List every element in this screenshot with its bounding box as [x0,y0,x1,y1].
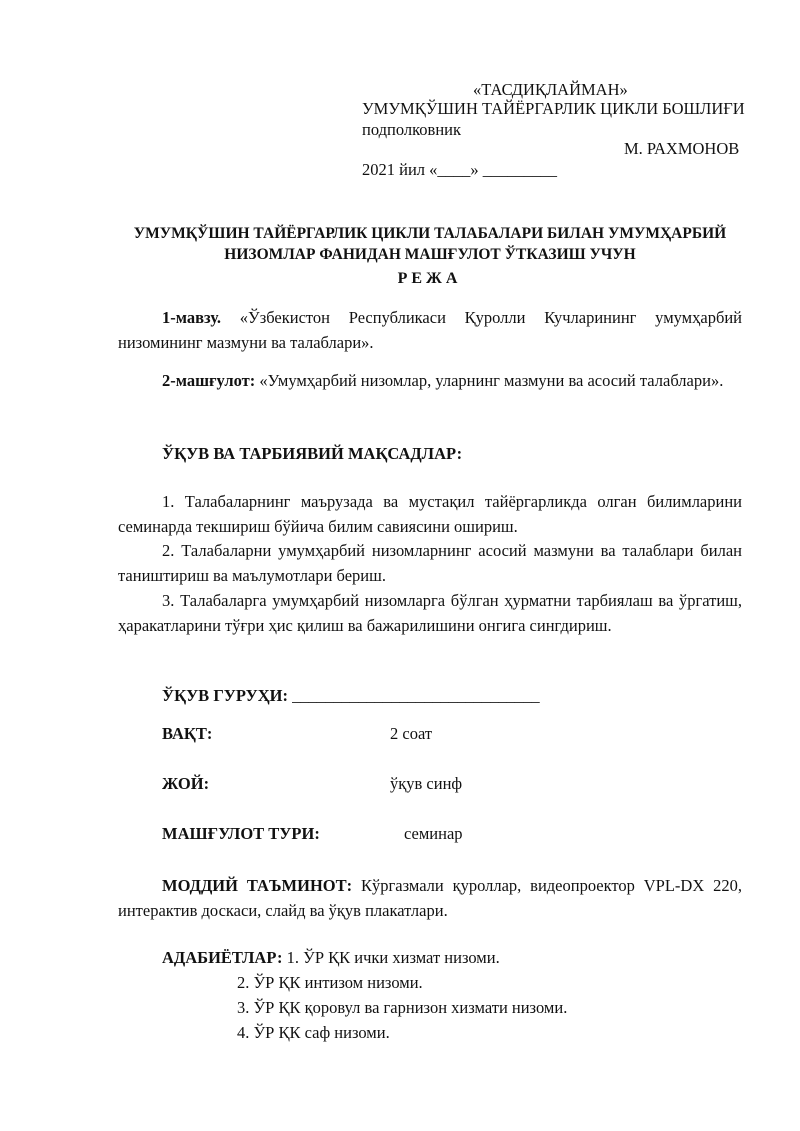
goal-item-1: 1. Талабаларнинг маърузада ва мустақил тайёргарликда олган билимларини семинарда текшириш бўйича билим савиясини ошириш. [118,492,742,536]
material-text: Кўргазмали қуроллар, видеопроектор VPL-DX 220, интерактив доскаси, слайд ва ўқув плакатлари. [118,876,742,920]
approval-name: М. РАХМОНОВ [624,139,740,158]
approval-date: 2021 йил «____» _________ [362,160,558,179]
title-line-2: НИЗОМЛАР ФАНИДАН МАШҒУЛОТ ЎТКАЗИШ УЧУН [224,246,636,263]
material-paragraph [118,873,742,923]
goals-heading: ЎҚУВ ВА ТАРБИЯВИЙ МАҚСАДЛАР: [162,444,463,463]
goal-item-2: 2. Талабаларни умумҳарбий низомларнинг асосий мазмуни ва талаблари билан таништириш ва маълумотлари бериш. [118,541,742,585]
topic-label: 1-мавзу. [162,308,222,327]
time-label: ВАҚТ: [162,724,213,743]
title-line-1: УМУМҚЎШИН ТАЙЁРГАРЛИК ЦИКЛИ ТАЛАБАЛАРИ БИЛАН УМУМҲАРБИЙ [133,225,727,242]
literature-item-2: 2. ЎР ҚК интизом низоми. [237,973,423,992]
literature-item-3: 3. ЎР ҚК қоровул ва гарнизон хизмати низоми. [237,998,568,1017]
literature-label: АДАБИЁТЛАР: [162,948,283,967]
group-label: ЎҚУВ ГУРУҲИ: [162,686,288,705]
topic-text: «Ўзбекистон Республикаси Қуролли Кучларининг умумҳарбий низомининг мазмуни ва талаблари». [118,308,742,352]
literature-row-1 [162,948,500,968]
time-value: 2 соат [390,724,433,743]
group-blank: ______________________________ [292,686,540,705]
session-paragraph [118,368,742,393]
material-label: МОДДИЙ ТАЪМИНОТ: [162,876,353,895]
literature-item-4: 4. ЎР ҚК саф низоми. [237,1023,390,1042]
place-label: ЖОЙ: [162,774,210,793]
session-label: 2-машғулот: [162,371,256,390]
place-value: ўқув синф [390,774,463,793]
literature-item-1: 1. ЎР ҚК ички хизмат низоми. [286,948,500,967]
approval-rank: подполковник [362,120,461,139]
group-row [162,686,540,706]
approval-position: УМУМҚЎШИН ТАЙЁРГАРЛИК ЦИКЛИ БОШЛИҒИ [362,99,745,118]
session-text: «Умумҳарбий низомлар, уларнинг мазмуни ва асосий талаблари». [259,371,724,390]
topic-paragraph [118,305,742,355]
approval-heading: «ТАСДИҚЛАЙМАН» [473,80,628,99]
title-line-3: Р Е Ж А [397,270,458,287]
goal-item-3: 3. Талабаларга умумҳарбий низомларга бўлган ҳурматни тарбиялаш ва ўргатиш, ҳаракатларини тўғри ҳис қилиш ва бажарилишини онгига сингдириш. [118,591,742,635]
type-value: семинар [404,824,463,843]
type-label: МАШҒУЛОТ ТУРИ: [162,824,320,843]
